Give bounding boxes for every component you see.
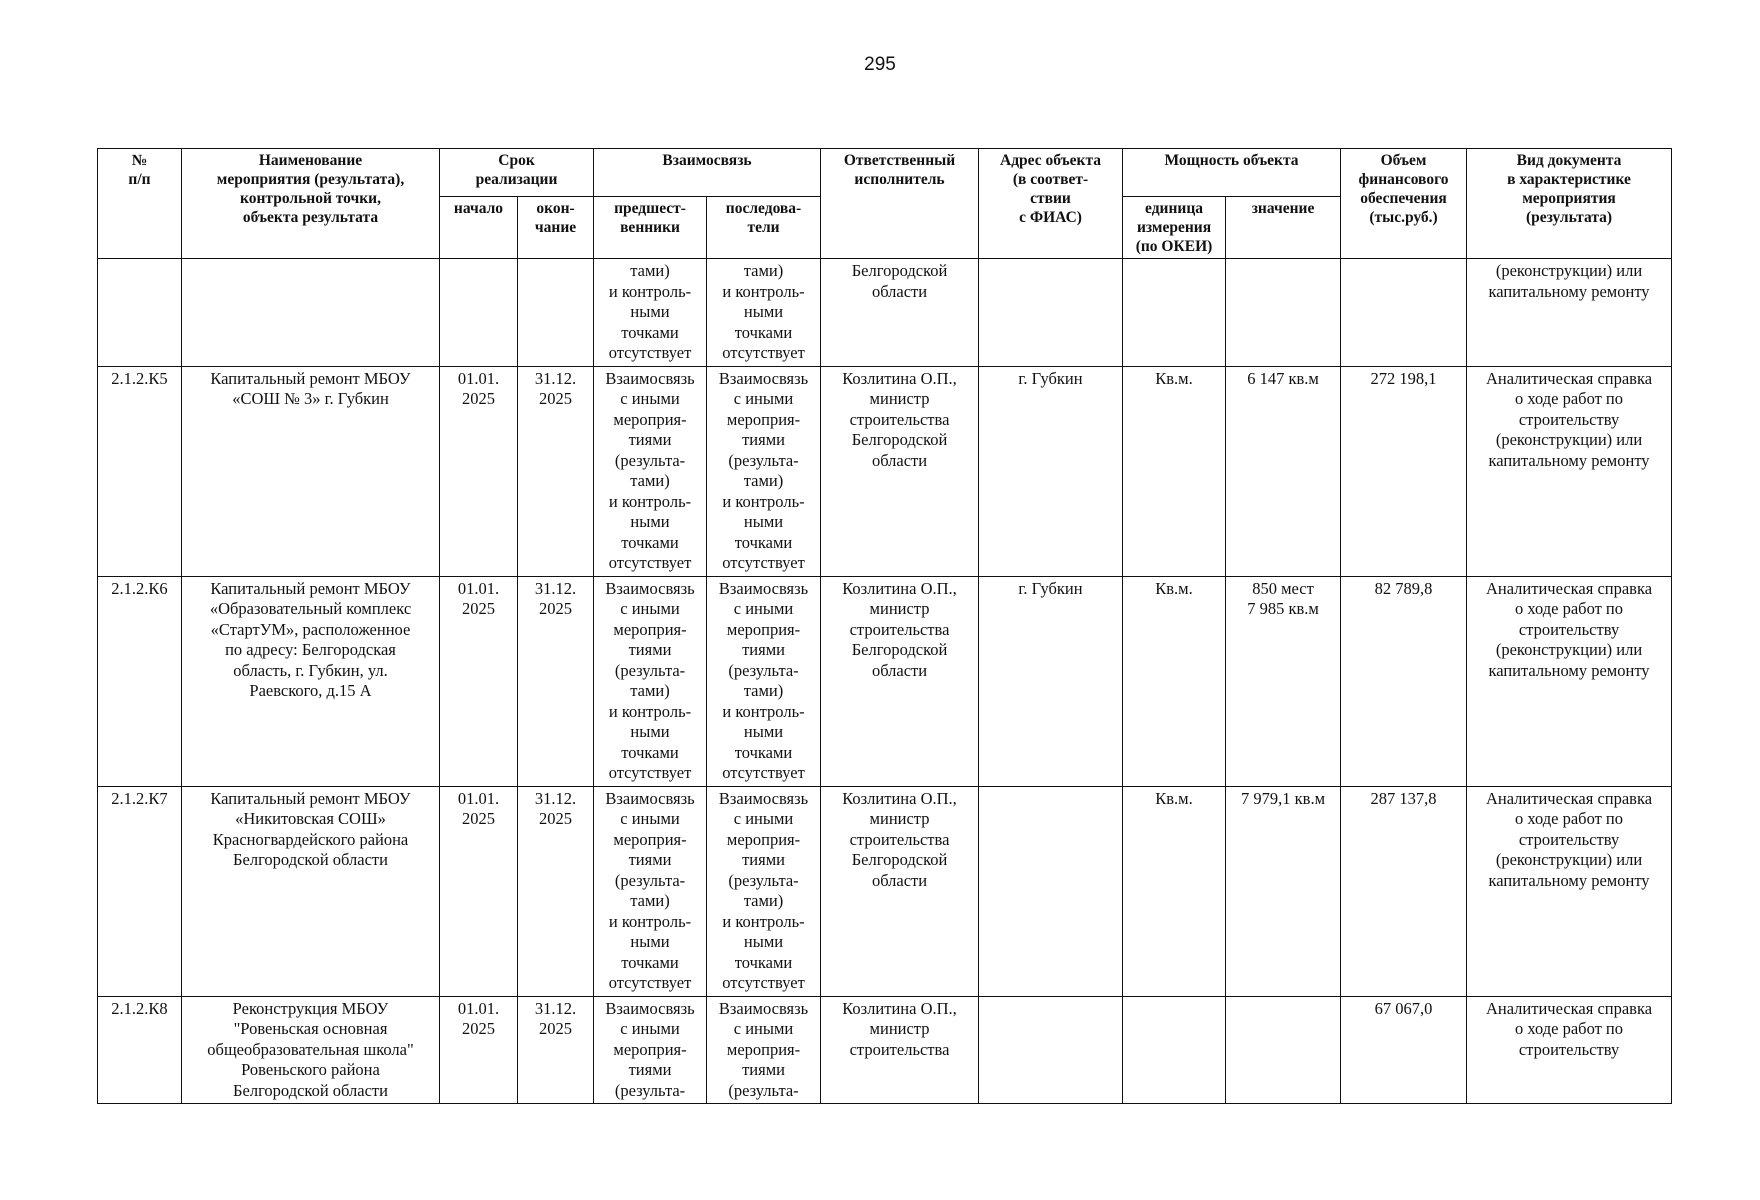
cell-prev: тами) и контроль- ными точками отсутствует — [594, 259, 707, 367]
cell-start: 01.01. 2025 — [440, 576, 518, 786]
cell-finance: 82 789,8 — [1341, 576, 1467, 786]
header-name: Наименование мероприятия (результата), контрольной точки, объекта результата — [182, 149, 440, 259]
cell-executor: Козлитина О.П., министр строительства Белгородской области — [821, 366, 979, 576]
cell-prev: Взаимосвязь с иными мероприя- тиями (результа- тами) и контроль- ными точками отсутствует — [594, 786, 707, 996]
header-link-next: последова- тели — [707, 197, 821, 259]
cell-address: г. Губкин — [979, 576, 1123, 786]
header-capacity: Мощность объекта — [1123, 149, 1341, 197]
cell-num — [98, 259, 182, 367]
table-header — [98, 149, 1672, 259]
cell-num: 2.1.2.К6 — [98, 576, 182, 786]
cell-finance: 67 067,0 — [1341, 996, 1467, 1104]
cell-next: тами) и контроль- ными точками отсутствует — [707, 259, 821, 367]
cell-unit: Кв.м. — [1123, 366, 1226, 576]
cell-start: 01.01. 2025 — [440, 366, 518, 576]
header-term: Срок реализации — [440, 149, 594, 197]
cell-num: 2.1.2.К7 — [98, 786, 182, 996]
cell-start — [440, 259, 518, 367]
cell-end — [518, 259, 594, 367]
cell-next: Взаимосвязь с иными мероприя- тиями (результа- тами) и контроль- ными точками отсутствует — [707, 786, 821, 996]
cell-prev: Взаимосвязь с иными мероприя- тиями (результа- тами) и контроль- ными точками отсутствует — [594, 366, 707, 576]
cell-doc: Аналитическая справка о ходе работ по строительству (реконструкции) или капитальному ремонту — [1467, 576, 1672, 786]
header-capacity-unit: единица измерения (по ОКЕИ) — [1123, 197, 1226, 259]
cell-value: 6 147 кв.м — [1226, 366, 1341, 576]
header-address: Адрес объекта (в соответ- ствии с ФИАС) — [979, 149, 1123, 259]
cell-end: 31.12. 2025 — [518, 996, 594, 1104]
cell-finance: 287 137,8 — [1341, 786, 1467, 996]
page-number: 295 — [864, 54, 896, 75]
table-row — [98, 259, 1672, 367]
cell-num: 2.1.2.К5 — [98, 366, 182, 576]
table-row — [98, 996, 1672, 1104]
cell-address — [979, 786, 1123, 996]
cell-unit — [1123, 996, 1226, 1104]
header-link-prev: предшест- венники — [594, 197, 707, 259]
cell-end: 31.12. 2025 — [518, 576, 594, 786]
header-capacity-value: значение — [1226, 197, 1341, 259]
cell-prev: Взаимосвязь с иными мероприя- тиями (результа- тами) и контроль- ными точками отсутствует — [594, 576, 707, 786]
cell-finance: 272 198,1 — [1341, 366, 1467, 576]
cell-executor: Белгородской области — [821, 259, 979, 367]
cell-name: Капитальный ремонт МБОУ «СОШ № 3» г. Губкин — [182, 366, 440, 576]
cell-address — [979, 996, 1123, 1104]
cell-unit — [1123, 259, 1226, 367]
cell-prev: Взаимосвязь с иными мероприя- тиями (результа- — [594, 996, 707, 1104]
cell-start: 01.01. 2025 — [440, 996, 518, 1104]
cell-value: 850 мест 7 985 кв.м — [1226, 576, 1341, 786]
header-link: Взаимосвязь — [594, 149, 821, 197]
cell-name: Капитальный ремонт МБОУ «Никитовская СОШ» Красногвардейского района Белгородской области — [182, 786, 440, 996]
cell-unit: Кв.м. — [1123, 786, 1226, 996]
activities-table — [97, 148, 1672, 1104]
header-num: № п/п — [98, 149, 182, 259]
header-finance: Объем финансового обеспечения (тыс.руб.) — [1341, 149, 1467, 259]
cell-next: Взаимосвязь с иными мероприя- тиями (результа- тами) и контроль- ными точками отсутствует — [707, 576, 821, 786]
cell-executor: Козлитина О.П., министр строительства Белгородской области — [821, 786, 979, 996]
header-term-start: начало — [440, 197, 518, 259]
cell-name: Реконструкция МБОУ "Ровеньская основная общеобразовательная школа" Ровеньского района Белгородской области — [182, 996, 440, 1104]
cell-executor: Козлитина О.П., министр строительства Белгородской области — [821, 576, 979, 786]
cell-doc: Аналитическая справка о ходе работ по строительству (реконструкции) или капитальному ремонту — [1467, 786, 1672, 996]
header-executor: Ответственный исполнитель — [821, 149, 979, 259]
cell-name: Капитальный ремонт МБОУ «Образовательный комплекс «СтартУМ», расположенное по адресу: Белгородская область, г. Губкин, ул. Раевского, д.15 А — [182, 576, 440, 786]
cell-address: г. Губкин — [979, 366, 1123, 576]
cell-unit: Кв.м. — [1123, 576, 1226, 786]
cell-start: 01.01. 2025 — [440, 786, 518, 996]
cell-executor: Козлитина О.П., министр строительства — [821, 996, 979, 1104]
cell-next: Взаимосвязь с иными мероприя- тиями (результа- — [707, 996, 821, 1104]
cell-value — [1226, 996, 1341, 1104]
header-doc-type: Вид документа в характеристике мероприятия (результата) — [1467, 149, 1672, 259]
table-row — [98, 366, 1672, 576]
cell-next: Взаимосвязь с иными мероприя- тиями (результа- тами) и контроль- ными точками отсутствует — [707, 366, 821, 576]
cell-end: 31.12. 2025 — [518, 366, 594, 576]
cell-num: 2.1.2.К8 — [98, 996, 182, 1104]
cell-name — [182, 259, 440, 367]
cell-doc: (реконструкции) или капитальному ремонту — [1467, 259, 1672, 367]
cell-value: 7 979,1 кв.м — [1226, 786, 1341, 996]
table-row — [98, 576, 1672, 786]
cell-doc: Аналитическая справка о ходе работ по строительству — [1467, 996, 1672, 1104]
cell-address — [979, 259, 1123, 367]
cell-end: 31.12. 2025 — [518, 786, 594, 996]
header-term-end: окон- чание — [518, 197, 594, 259]
cell-finance — [1341, 259, 1467, 367]
cell-value — [1226, 259, 1341, 367]
table-row — [98, 786, 1672, 996]
cell-doc: Аналитическая справка о ходе работ по строительству (реконструкции) или капитальному ремонту — [1467, 366, 1672, 576]
